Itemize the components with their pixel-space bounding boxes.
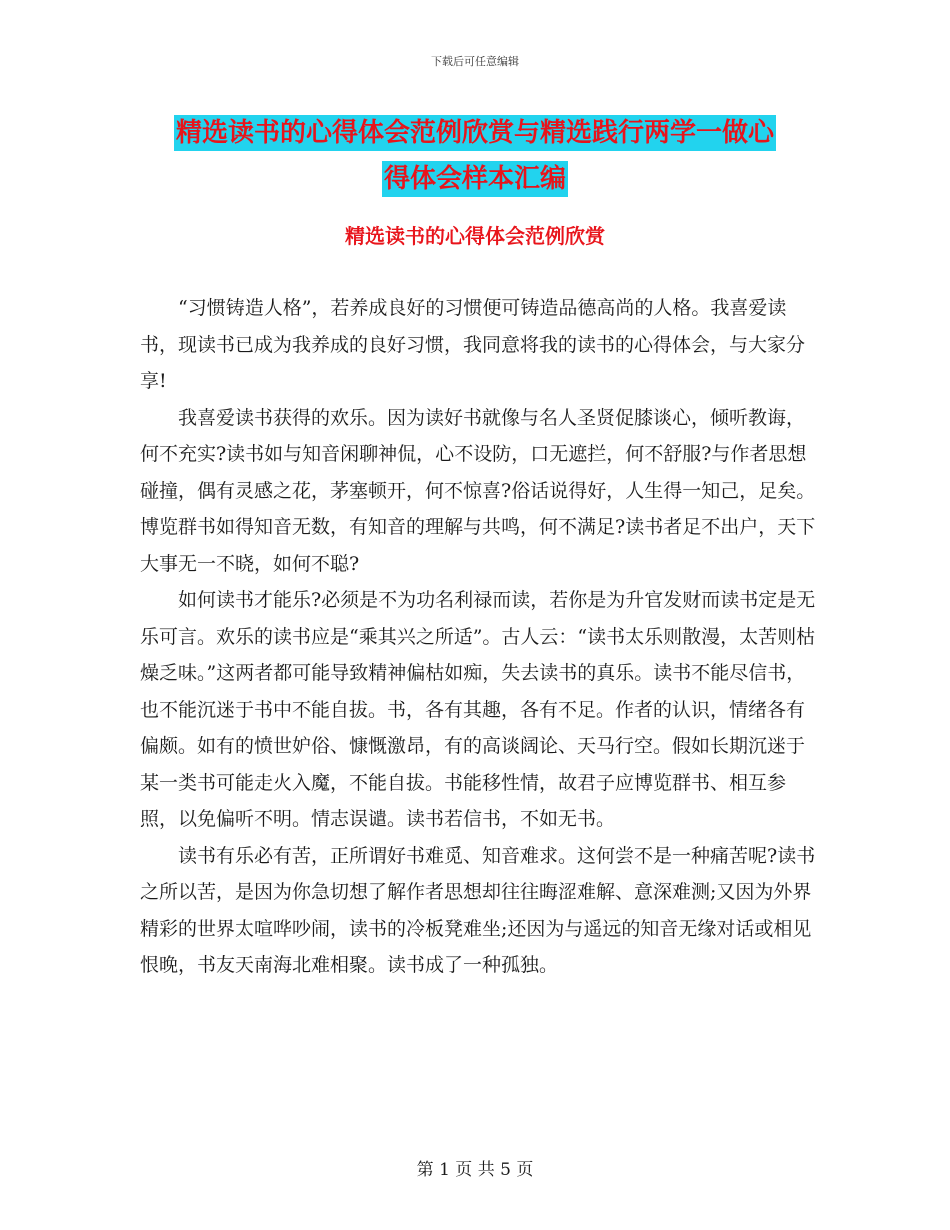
page-number: 第 1 页 共 5 页 bbox=[416, 1160, 534, 1180]
header-note: 下载后可任意编辑 bbox=[431, 55, 519, 68]
document-title bbox=[0, 110, 950, 202]
document-title-line-1: 精选读书的心得体会范例欣赏与精选践行两学一做心 bbox=[174, 115, 776, 151]
paragraph: 我喜爱读书获得的欢乐。因为读好书就像与名人圣贤促膝谈心，倾听教诲，何不充实?读书如与知音闲聊神侃，心不设防，口无遮拦，何不舒服?与作者思想碰撞，偶有灵感之花，茅塞顿开，何不惊喜?俗话说得好，人生得一知己，足矣。博览群书如得知音无数，有知音的理解与共鸣，何不满足?读书者足不出户，天下大事无一不晓，如何不聪? bbox=[140, 406, 816, 575]
body-text bbox=[140, 290, 820, 984]
section-title: 精选读书的心得体会范例欣赏 bbox=[345, 224, 605, 248]
paragraph: “习惯铸造人格”，若养成良好的习惯便可铸造品德高尚的人格。我喜爱读书，现读书已成为我养成的良好习惯，我同意将我的读书的心得体会，与大家分享! bbox=[140, 297, 806, 392]
paragraph: 如何读书才能乐?必须是不为功名利禄而读，若你是为升官发财而读书定是无乐可言。欢乐的读书应是“乘其兴之所适”。古人云：“读书太乐则散漫，太苦则枯燥乏味。”这两者都可能导致精神偏枯如痴，失去读书的真乐。读书不能尽信书，也不能沉迷于书中不能自拔。书，各有其趣，各有不足。作者的认识，情绪各有偏颇。如有的愤世妒俗、慷慨激昂，有的高谈阔论、天马行空。假如长期沉迷于某一类书可能走火入魔，不能自拔。书能移性情，故君子应博览群书、相互参照，以免偏听不明。情志误谴。读书若信书，不如无书。 bbox=[140, 589, 816, 830]
document-title-line-2: 得体会样本汇编 bbox=[382, 161, 568, 197]
paragraph: 读书有乐必有苦，正所谓好书难觅、知音难求。这何尝不是一种痛苦呢?读书之所以苦，是因为你急切想了解作者思想却往往晦涩难解、意深难测;又因为外界精彩的世界太喧哗吵闹，读书的冷板凳难坐;还因为与遥远的知音无缘对话或相见恨晚，书友天南海北难相聚。读书成了一种孤独。 bbox=[140, 844, 816, 976]
